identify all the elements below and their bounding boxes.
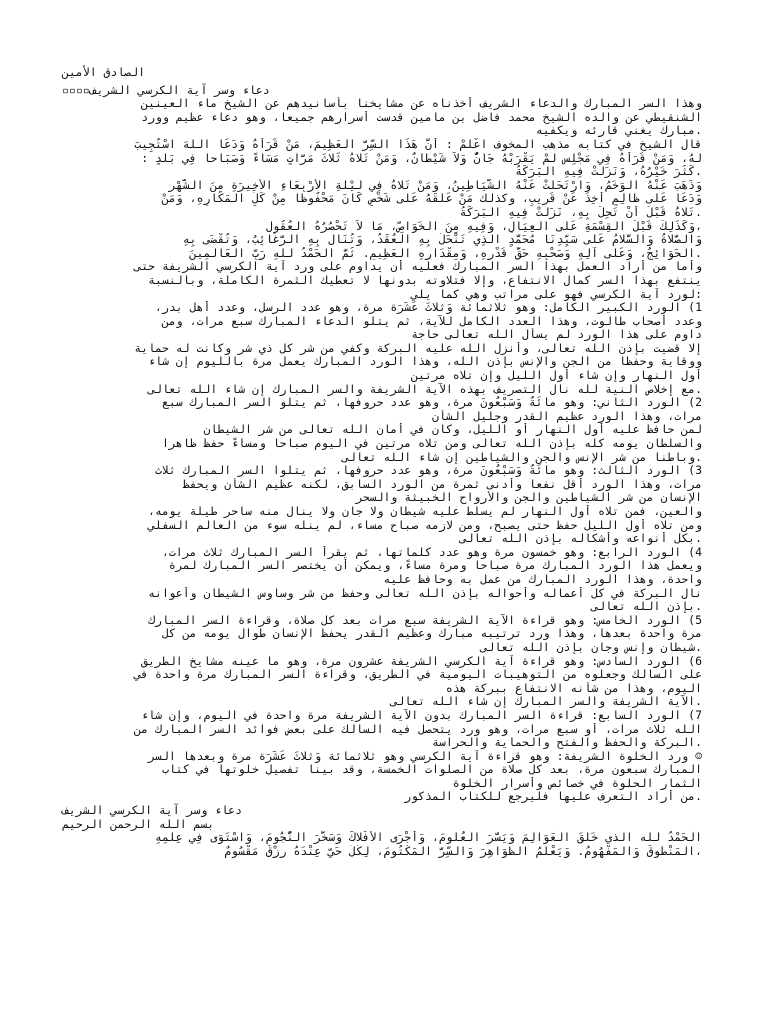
khalwa-section [62, 750, 702, 804]
wird-3 [62, 464, 702, 546]
wird-line: 3) الورد الثالث: وهو مائَةٌ وَسَبْعُونَ مرة، وهو عدد حروفها، ثم يتلوا السر المبارك ثلاث [155, 464, 702, 478]
document-page [62, 66, 702, 858]
wird-line: على السالك وجعلوه من التوهيبات اليومية في الطريق، وقراءة السر المبارك مرة واحدة في [134, 668, 702, 682]
wird-line: مرات، وهذا الورد عظيم القدر وجليل الشأن [431, 409, 702, 423]
wird-line: الله ثلاث مرات، أو سبع مرات، وهو ورد يتحصل فيه السالك على بعض فوائد السر المبارك من [134, 722, 702, 736]
wird-line: ومن تلاه أول الليل حفظ حتى يصبح، ومن لازمه صباح مساء، لم ينله سوء من العالم السفلي [148, 518, 702, 532]
dua-line: ،الْمَنْطُوقُ وَالْمَفْهُومُ. وَيَعْلَمُ الظَّوَاهِرَ وَالسِّرَّ الْمَكْتُومَ، لِكُلِّ حَيٍّ عِنْدَهُ رِزْقٌ مَقْسُومٌ [224, 844, 702, 858]
dua-title: دعاء وسر آية الكرسي الشريف [62, 803, 243, 818]
wird-7 [62, 709, 702, 750]
wird-line: 2) الورد الثاني: وهو مائَةٌ وَسَبْعُونَ مرة، وهو عدد حروفها، ثم يتلو السر المبارك سبع [161, 396, 702, 410]
intro-line: لَهُ، وَمَنْ قَرَأَهُ فِي مَجْلِسٍ لَمْ يَقْرَبْهُ جَانٌّ وَلاَ شَيْطَانٌ، وَمَنْ تَلاهُ ثَلاثَ مَرَّاتٍ مَسَاءً وَصَبَاحاً فِي بَلَدٍ : [141, 151, 702, 165]
wird-line: أول النهار وإن شاء أول الليل وإن تلاه مرتين [411, 369, 702, 383]
wird-line: .البركة والحفظ والفتح والحماية والحراسة [431, 736, 702, 750]
wird-line: اليوم، وهذا من شأنه الانتفاع ببركة هذه [445, 681, 702, 695]
wird-line: إلا قضيت بإذن الله تعالى، وأنزل الله عليه البركة وكفي من شر كل ذي شر وكانت له حماية [134, 341, 702, 355]
intro-line: :لورد آية الكرسي فهو على مراتب وهي كما يلي [411, 287, 702, 301]
intro-line: الشنقيطي عن والده الشيخ محمد فاضل بن مامين قدست أسرارهم جميعاً، وهو دعاء عظيم وورد [141, 110, 702, 124]
wird-line: ووقاية وحفظا من الجن والإنس بإذن الله، وهذا الورد المبارك يعمل مرة بالليوم إن شاء [148, 355, 702, 369]
intro-line: وأما من أراد العمل بهذا السر المبارك فعليه أن يداوم على ورد آية الكرسي الشريفة حتى [134, 260, 702, 274]
intro-section [62, 97, 702, 301]
author-name: الصادق الأمين [62, 65, 146, 79]
wird-line: والسلطان يومه كله بإذن الله تعالى ومن تلاه مرتين في اليوم صباحاً ومساءً حفظ ظاهراً [161, 437, 702, 451]
wird-line: وعدد أصحاب طالوت، وهذا العدد الكامل للآية، ثم يتلو الدعاء المبارك سبع مرات، ومن [161, 314, 702, 328]
intro-line: .مبارك يغني قارئه ويكفيه [535, 124, 702, 138]
wird-4 [62, 546, 702, 614]
intro-line: .كَثُرَ خَيْرُهُ، وَنَزَلَتْ فِيهِ الْبَرَكَةُ [515, 165, 702, 179]
document-title: دعاء وسر آية الكرسي الشريف▫▫▫▫ [62, 82, 270, 97]
intro-line: ينتفع بهذا السر كمال الانتفاع، وإلا فتلاوته بدونها لا تعطيك الثمرة الكاملة، وبالنسبة [148, 273, 702, 287]
khalwa-line: .من أراد التعرف عليها فليرجع للكتاب المذكور [404, 790, 702, 804]
wird-line: 1) الورد الكبير الكامل: وهو ثلاثمائة وَثلاثَ عَشَرَة مرة، وهو عدد الرسل، وعدد أهل بدر، [155, 301, 702, 315]
khalwa-line: ☺ ورد الخلوة الشريفة: وهو قراءة آية الكرسي وهو ثلاثمائة وَثلاثَ عَشَرَة مرة وبعدها السر [148, 749, 702, 763]
wird-line: .الآية الشريفة والسر المبارك إن شاء الله تعالى [390, 695, 702, 709]
intro-line: ،وَكَذَلِكَ قَبْلَ الْقِسْمَةِ عَلَى الْعِيَالِ، وَفِيهِ مِنَ الْخَوَاصِّ، مَا لاَ تَحْصُرُهُ الْعُقُولُ [265, 219, 702, 233]
wird-2 [62, 396, 702, 464]
wird-line: داوم على هذا الورد لم يسأل الله تعالى حاجة [411, 328, 702, 342]
wird-line: الإنسان من شر الشياطين والجن والأرواح الخبيثة والسحر [355, 491, 702, 505]
wird-line: والعين، فمن تلاه أول النهار لم يسلط عليه شيطان ولا جان ولا ينال منه ساحر طيلة يومه، [148, 505, 702, 518]
wird-line: ويعمل هذا الورد المبارك مرة صباحاً ومرة مساءً، ويمكن أن يختصر السر المبارك لمرة [168, 559, 702, 573]
intro-line: قال الشيخ في كتابه مذهب المخوف اعْلَمْ : أنَّ هَذَا السِّرَّ الْعَظِيمَ، مَنْ قَرَأَهُ وَدَعَا اللهَ اسْتُجِيبَ [134, 137, 702, 151]
dua-section [62, 804, 702, 858]
wird-line: لمن حافظ عليه أول النهار أو الليل، وكان في أمان الله تعالى من شر الشيطان [203, 423, 702, 437]
wird-line: 6) الورد السادس: وهو قراءة آية الكرسي الشريفة عشرون مرة، وهو ما عينه مشايخ الطريق [141, 654, 702, 668]
wird-line: مرات، وهذا الورد أقل نفعاً وأدنى ثمرة من الورد السابق، لكنه عظيم الشأن ويحفظ [182, 477, 702, 491]
wird-1 [62, 301, 702, 396]
wird-6 [62, 655, 702, 709]
intro-line: .الْحَوَائِجُ، وَعَلَى آلِهِ وَصَحْبِهِ حَقَّ قَدْرِهِ، وَمِقْدَارِهِ الْعَظِيمِ. ثُمَّ الْحَمْدُ للهِ رَبِّ الْعَالَمِينَ [189, 246, 702, 260]
wird-line: .شيطان وإنس وجان بإذن الله تعالى [480, 640, 702, 654]
wird-line: .وباطناً من شر الإنس والجن والشياطين إن شاء الله تعالى [341, 450, 702, 464]
wird-5 [62, 614, 702, 655]
basmala: بسم الله الرحمن الرحيم [62, 816, 215, 831]
wird-line: نال البركة في كل أعماله وأحواله بإذن الله تعالى وحفظ من شر وساوس الشيطان وأعوانه [148, 586, 702, 600]
intro-line: وَالصَّلاةُ وَالسَّلامُ عَلَى سَيِّدِنَا مُحَمَّدٍ الَّذِي تَنْحَلُّ بِهِ الْعُقَدُ، وَتُنَالُ بِهِ الرَّغَائِبُ، وَتُقْضَى بِهِ [182, 233, 702, 247]
dua-line: الْحَمْدُ لله الذي خَلَقَ الْعَوَالِمَ وَيَسَّرَ الْعُلُومَ، وَأَجْرَى الأَفْلاكَ وَسَخَّرَ النُّجُومَ، وَاسْتَوَى فِي عِلْمِهِ [155, 831, 702, 845]
wird-line: .مع إخلاص النية لله نال التصريف بهذه الآية الشريفة والسر المبارك إن شاء الله تعالى [148, 382, 702, 396]
wird-line: 7) الورد السابع: قراءة السر المبارك بدون الآية الشريفة مرة واحدة في اليوم، وإن شاء [141, 708, 702, 722]
intro-line: .تَلاهُ قَبْلَ أَنْ تَحِلَّ بِهِ، نَزَلَتْ فِيهِ الْبَرَكَةُ [459, 205, 702, 219]
wird-line: مرة واحدة بعدها، وهذا ورد ترتيبه مبارك وعظيم القدر يحفظ الإنسان طوال يومه من كل [161, 627, 702, 641]
wird-line: .بكل أنواعه وأشكاله بإذن الله تعالى [459, 532, 702, 546]
wird-line: 5) الورد الخامس: وهو قراءة الآية الشريفة سبع مرات بعد كل صلاة، وقراءة السر المبارك [148, 613, 702, 627]
intro-line: وهذا السر المبارك والدعاء الشريف أخذناه عن مشايخنا بأسانيدهم عن الشيخ ماء العينين [141, 97, 702, 111]
intro-line: وَدَعَا عَلَى ظَالِمٍ أُخِذَ عَنْ قَرِيبٍ، وكذلك مَنْ عَلَّقَهُ عَلَى شَخْصٍ كَانَ مَحْفُوظاً مِنْ كُلِّ الْمَكَارِهِ، وَمَنْ [161, 192, 702, 206]
wird-line: 4) الورد الرابع: وهو خمسون مرة وهو عدد كلماتها، ثم يقرأ السر المبارك ثلاث مرات، [161, 545, 702, 559]
intro-line: وَذَهَبَ عَنْهُ الوَخَمُ، وَارْتَحَلَتْ عَنْهُ الشَّيَاطِينُ، وَمَنْ تَلاهُ فِي لَيْلَةِ الأَرْبِعَاءِ الأَخِيرَةِ مِنَ الشَّهْرِ [168, 178, 702, 192]
khalwa-line: الثمار الحلوة في خصائص وأسرار الخلوة [452, 776, 702, 790]
khalwa-line: المبارك سبعون مرة، بعد كل صلاة من الصلوات الخمسة، وقد بينا تفصيل خلوتها في كتاب [161, 763, 702, 777]
wird-line: واحدة، وهذا الورد المبارك من عمل به وحافظ عليه [383, 572, 702, 586]
wird-line: .بإذن الله تعالى [591, 600, 702, 614]
